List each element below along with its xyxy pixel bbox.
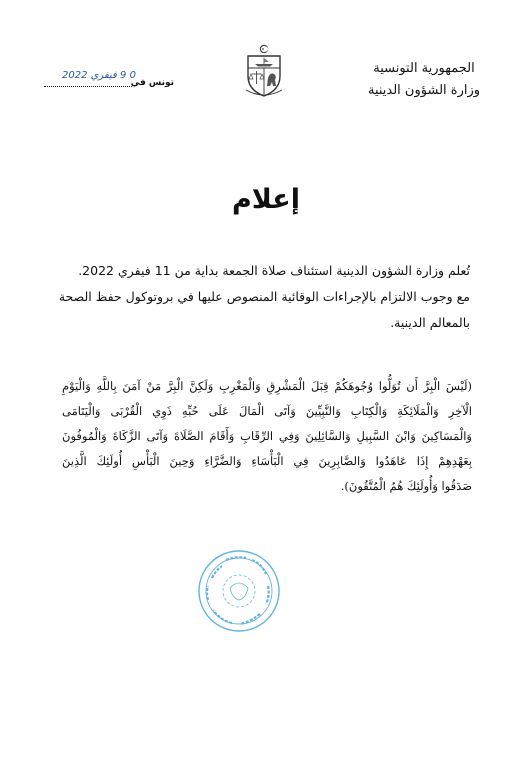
verse-line-1: (لَيْسَ الْبِرَّ أَن تُوَلُّوا وُجُوهَكُمْ قِبَلَ الْمَشْرِقِ وَالْمَغْرِبِ وَلَكِنَّ الْبِرَّ مَنْ آمَنَ بِاللَّهِ وَالْيَوْمِ bbox=[62, 379, 472, 393]
verse-line-5: صَدَقُوا وَأُولَئِكَ هُمُ الْمُتَّقُونَ). bbox=[340, 479, 472, 493]
quran-verse bbox=[62, 374, 472, 499]
ministry-name: وزارة الشؤون الدينية bbox=[367, 83, 481, 98]
announcement-line-3: بالمعالم الدينية. bbox=[390, 315, 470, 330]
announcement-text bbox=[58, 258, 470, 336]
date-line bbox=[44, 72, 174, 92]
verse-line-2: الْآخِرِ وَالْمَلَائِكَةِ وَالْكِتَابِ وَالنَّبِيِّينَ وَآتَى الْمَالَ عَلَى حُبِّهِ ذَوِي الْقُرْبَى وَالْيَتَامَى bbox=[62, 404, 472, 418]
date-dotted-line bbox=[44, 86, 132, 87]
document-title: إعلام bbox=[232, 184, 300, 215]
city-label: تونس في bbox=[130, 78, 174, 88]
header-institution bbox=[344, 58, 504, 102]
announcement-line-2: مع وجوب الالتزام بالإجراءات الوقائية المنصوص عليها في بروتوكول حفظ الصحة bbox=[58, 289, 470, 304]
ministry-seal-stamp bbox=[196, 548, 282, 634]
announcement-line-1: تُعلم وزارة الشؤون الدينية استئناف صلاة الجمعة بداية من 11 فيفري 2022. bbox=[78, 263, 470, 278]
republic-name: الجمهورية التونسية bbox=[373, 61, 475, 76]
handwritten-date: 0 9 فيفري 2022 bbox=[62, 70, 136, 81]
verse-line-4: بِعَهْدِهِمْ إِذَا عَاهَدُوا وَالصَّابِرِينَ فِي الْبَأْسَاءِ وَالضَّرَّاءِ وَحِينَ الْبَأْسِ أُولَئِكَ الَّذِينَ bbox=[62, 454, 472, 468]
verse-line-3: وَالْمَسَاكِينَ وَابْنَ السَّبِيلِ وَالسَّائِلِينَ وَفِي الرِّقَابِ وَأَقَامَ الصَّلَاةَ وَآتَى الزَّكَاةَ وَالْمُوفُونَ bbox=[62, 429, 472, 443]
tunisia-coat-of-arms-icon bbox=[242, 44, 286, 98]
